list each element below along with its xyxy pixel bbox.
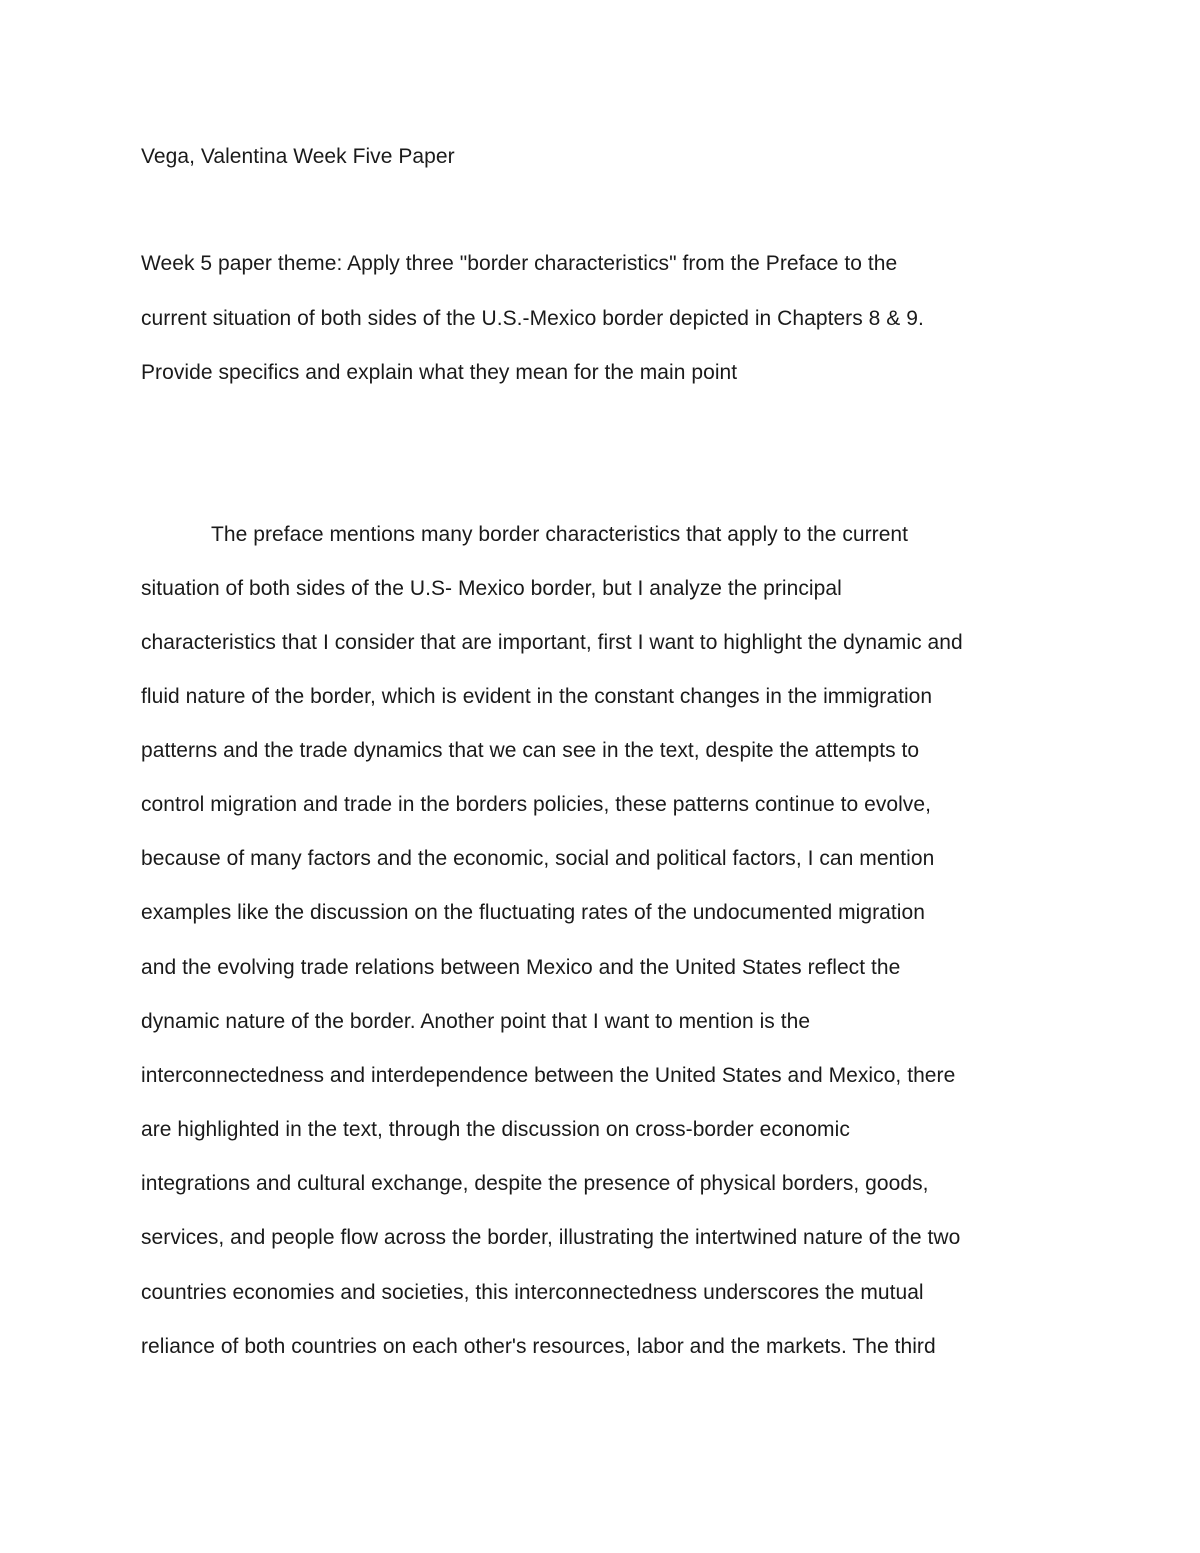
body-line: control migration and trade in the borders policies, these patterns continue to evolve, [141,793,931,816]
body-line: dynamic nature of the border. Another point that I want to mention is the [141,1010,811,1033]
body-line: The preface mentions many border characteristics that apply to the current [211,523,909,546]
body-line: reliance of both countries on each other's resources, labor and the markets. The third [141,1335,936,1358]
body-line: patterns and the trade dynamics that we can see in the text, despite the attempts to [141,739,920,762]
body-line: interconnectedness and interdependence between the United States and Mexico, there [141,1064,956,1087]
prompt-line: Week 5 paper theme: Apply three "border characteristics" from the Preface to the [141,252,898,275]
body-line: because of many factors and the economic, social and political factors, I can mention [141,847,935,870]
prompt-line: Provide specifics and explain what they mean for the main point [141,361,738,384]
body-line: fluid nature of the border, which is evident in the constant changes in the immigration [141,685,933,708]
body-line: integrations and cultural exchange, despite the presence of physical borders, goods, [141,1172,929,1195]
body-line: and the evolving trade relations between Mexico and the United States reflect the [141,956,901,979]
body-line: countries economies and societies, this interconnectedness underscores the mutual [141,1281,924,1304]
prompt-line: current situation of both sides of the U.S.-Mexico border depicted in Chapters 8 & 9. [141,307,924,330]
body-line: characteristics that I consider that are important, first I want to highlight the dynamic and [141,631,963,654]
body-line: examples like the discussion on the fluctuating rates of the undocumented migration [141,901,925,924]
body-line: situation of both sides of the U.S- Mexico border, but I analyze the principal [141,577,842,600]
body-line: are highlighted in the text, through the discussion on cross-border economic [141,1118,850,1141]
document-header: Vega, Valentina Week Five Paper [141,145,455,168]
body-line: services, and people flow across the border, illustrating the intertwined nature of the two [141,1226,961,1249]
